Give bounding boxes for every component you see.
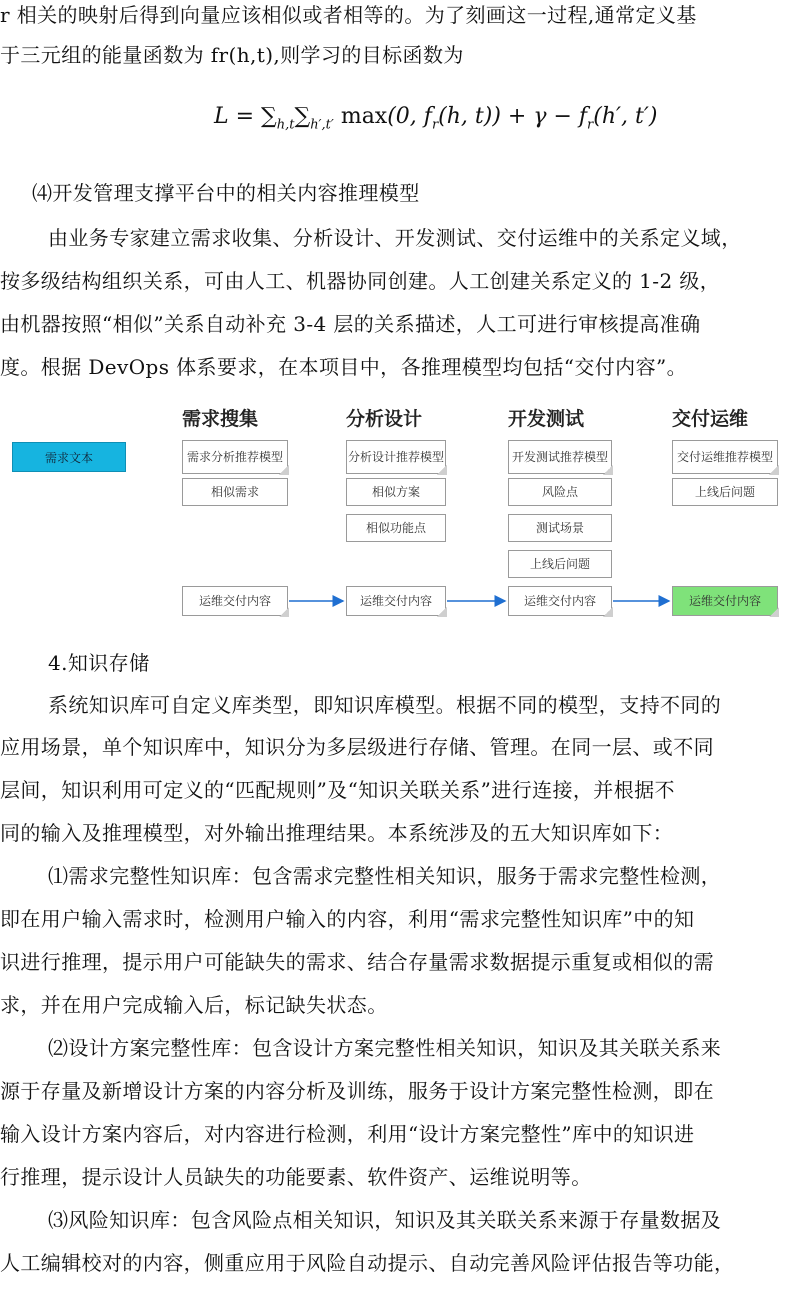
text-line: 由业务专家建立需求收集、分析设计、开发测试、交付运维中的关系定义域， (48, 226, 742, 250)
requirement-text-box: 需求文本 (12, 442, 126, 472)
delivery-box: 运维交付内容 (182, 586, 288, 616)
delivery-box: 运维交付内容 (508, 586, 612, 616)
text-line: 于三元组的能量函数为 fr(h,t),则学习的目标函数为 (0, 43, 464, 67)
model-box: 需求分析推荐模型 (182, 440, 288, 474)
item-box: 上线后问题 (508, 550, 612, 578)
text-line: 源于存量及新增设计方案的内容分析及训练，服务于设计方案完整性检测，即在 (0, 1079, 714, 1103)
text-line: 系统知识库可自定义库类型，即知识库模型。根据不同的模型，支持不同的 (48, 693, 722, 717)
delivery-box: 运维交付内容 (346, 586, 446, 616)
item-box: 相似需求 (182, 478, 288, 506)
text-line: ⑶风险知识库：包含风险点相关知识，知识及其关联关系来源于存量数据及 (48, 1208, 722, 1232)
model-box: 交付运维推荐模型 (672, 440, 778, 474)
column-title: 交付运维 (672, 408, 749, 430)
final-delivery-box: 运维交付内容 (672, 586, 778, 616)
model-box: 开发测试推荐模型 (508, 440, 612, 474)
flow-arrows (0, 396, 800, 632)
column-title: 开发测试 (508, 408, 585, 430)
model-box: 分析设计推荐模型 (346, 440, 446, 474)
text-line: 层间，知识利用可定义的“匹配规则”及“知识关联关系”进行连接，并根据不 (0, 778, 675, 802)
column-title: 分析设计 (346, 408, 423, 430)
text-line: 由机器按照“相似”关系自动补充 3-4 层的关系描述，人工可进行审核提高准确 (0, 312, 701, 336)
item-box: 上线后问题 (672, 478, 778, 506)
text-line: 度。根据 DevOps 体系要求，在本项目中，各推理模型均包括“交付内容”。 (0, 355, 687, 379)
text-line: 识进行推理，提示用户可能缺失的需求、结合存量需求数据提示重复或相似的需 (0, 950, 714, 974)
formula-L: L (214, 104, 229, 129)
text-line: ⑵设计方案完整性库：包含设计方案完整性相关知识，知识及其关联关系来 (48, 1036, 722, 1060)
column-title: 需求搜集 (182, 408, 259, 430)
objective-formula: $L = \sum_{h,t}\sum_{h',t'}$ max(0, $f_r(h$, $t)) + \gamma - f_r(h'$, t′) (214, 104, 658, 133)
text-line: 按多级结构组织关系，可由人工、机器协同创建。人工创建关系定义的 1-2 级， (0, 269, 721, 293)
text-line: 人工编辑校对的内容，侧重应用于风险自动提示、自动完善风险评估报告等功能， (0, 1251, 735, 1275)
text-line: 求，并在用户完成输入后，标记缺失状态。 (0, 993, 388, 1017)
text-line: 应用场景，单个知识库中，知识分为多层级进行存储、管理。在同一层、或不同 (0, 735, 714, 759)
text-line: 输入设计方案内容后，对内容进行检测，利用“设计方案完整性”库中的知识进 (0, 1122, 695, 1146)
text-line: 行推理，提示设计人员缺失的功能要素、软件资产、运维说明等。 (0, 1165, 592, 1189)
section-heading: 4.知识存储 (48, 651, 150, 675)
text-line: r 相关的映射后得到向量应该相似或者相等的。为了刻画这一过程,通常定义基 (0, 3, 697, 27)
section-heading: ⑷开发管理支撑平台中的相关内容推理模型 (32, 181, 420, 205)
item-box: 相似功能点 (346, 514, 446, 542)
text-line: 即在用户输入需求时，检测用户输入的内容，利用“需求完整性知识库”中的知 (0, 907, 695, 931)
inference-model-diagram (0, 396, 800, 632)
text-line: ⑴需求完整性知识库：包含需求完整性相关知识，服务于需求完整性检测， (48, 864, 722, 888)
item-box: 相似方案 (346, 478, 446, 506)
item-box: 测试场景 (508, 514, 612, 542)
item-box: 风险点 (508, 478, 612, 506)
text-line: 同的输入及推理模型，对外输出推理结果。本系统涉及的五大知识库如下： (0, 821, 674, 845)
